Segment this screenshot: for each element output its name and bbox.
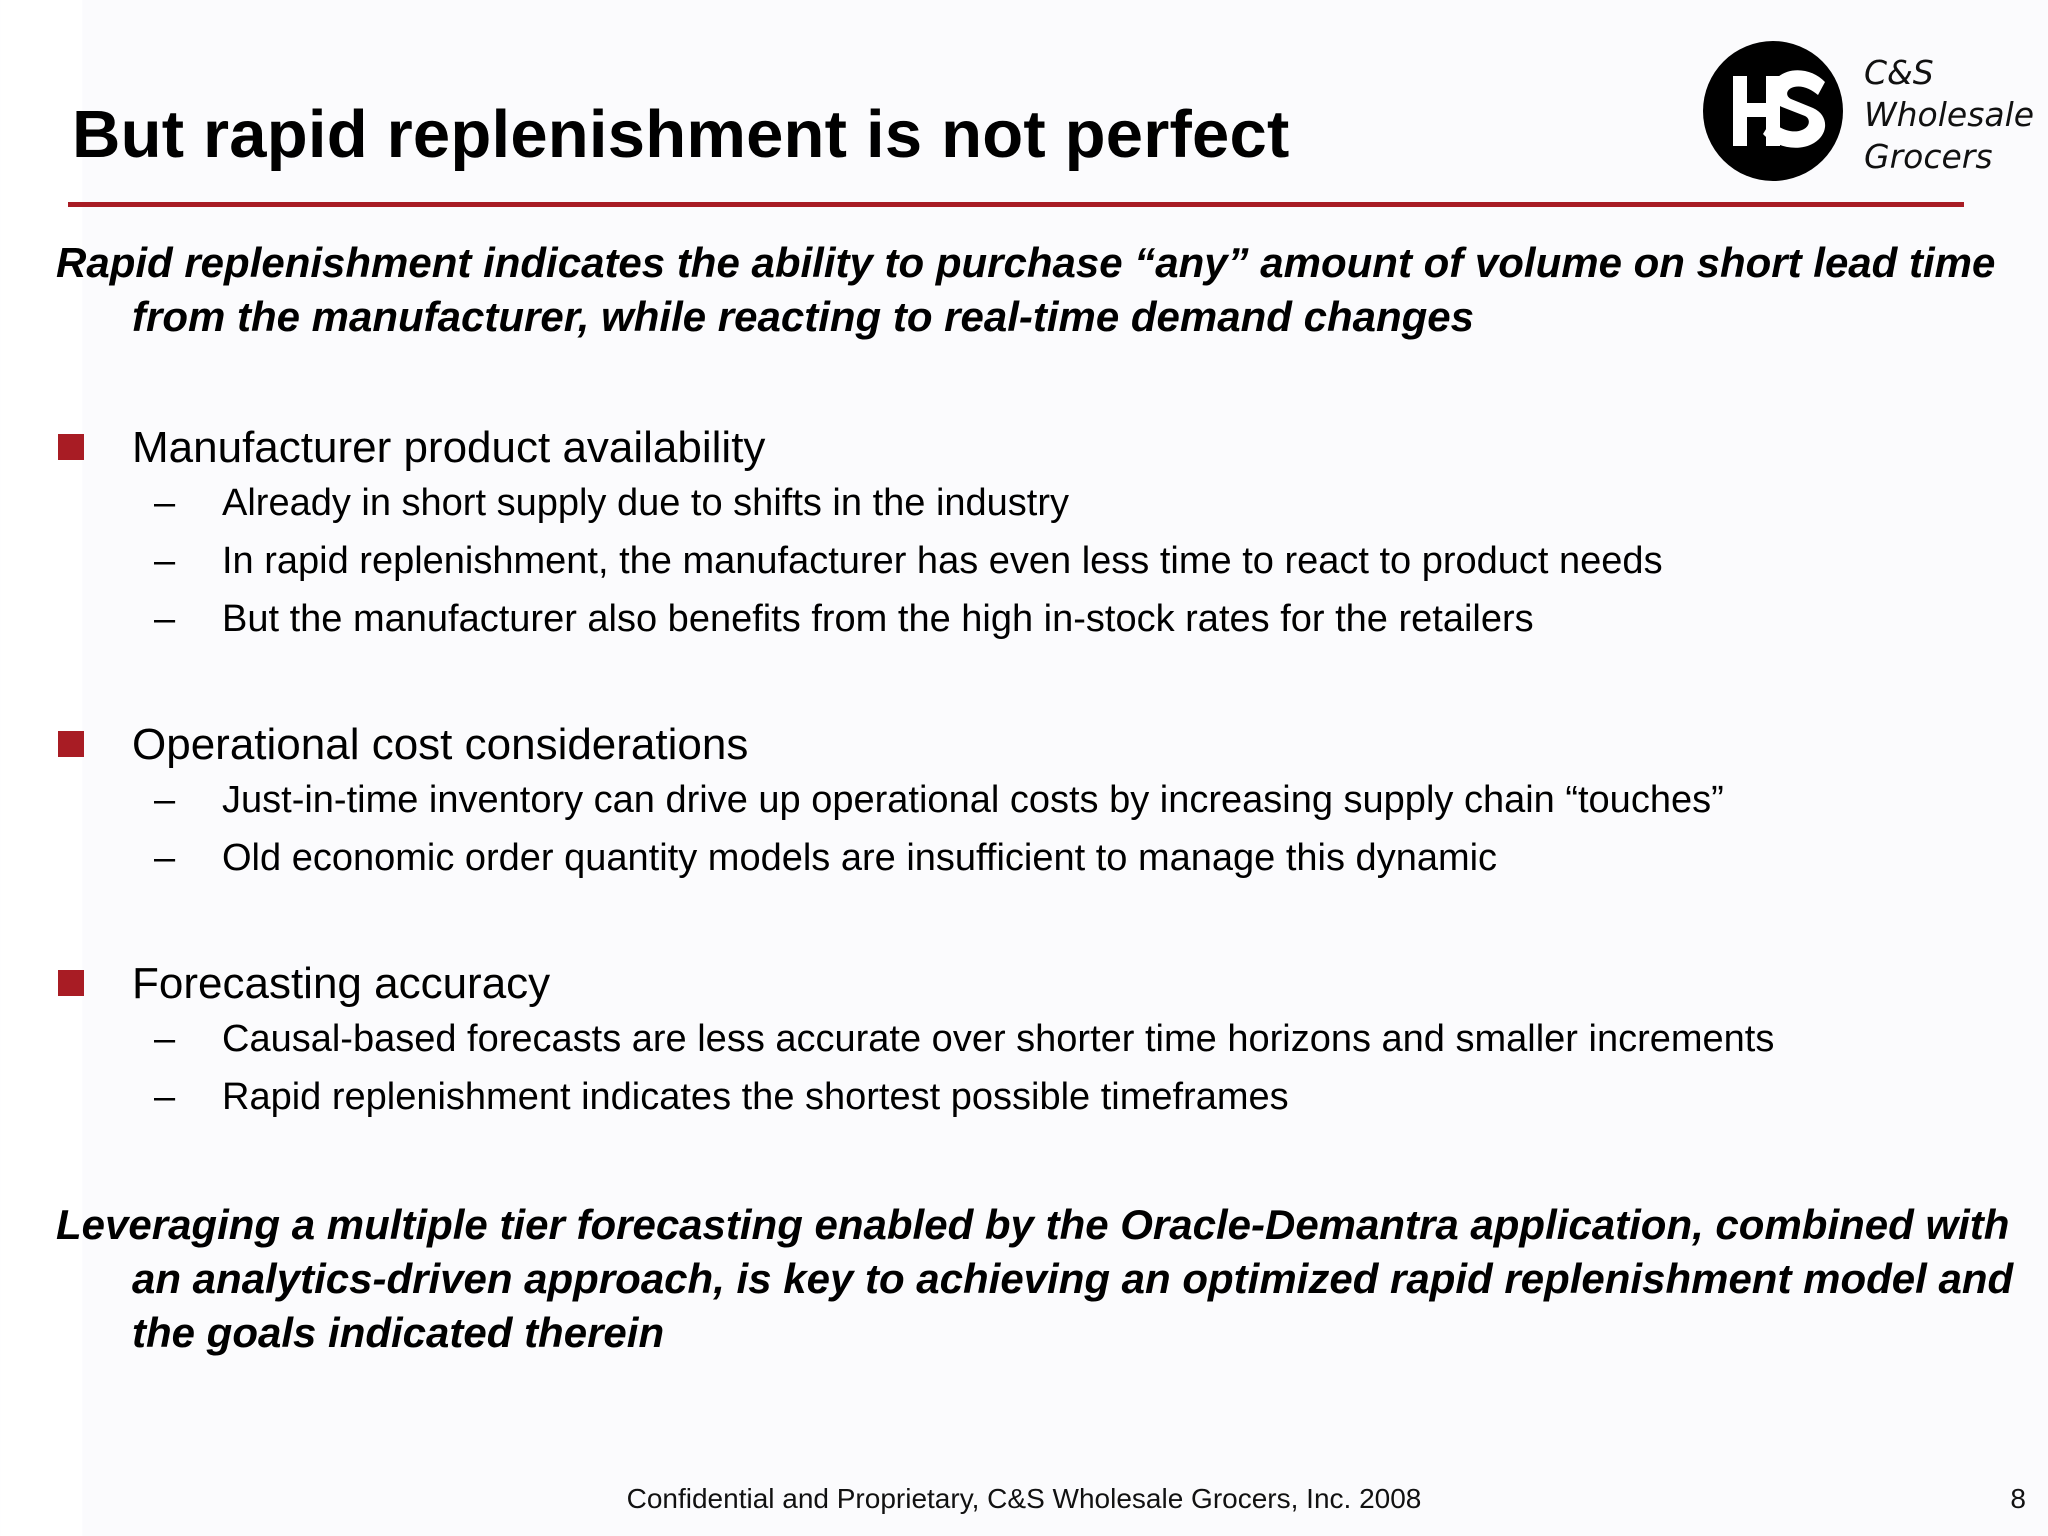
logo-line-3: Grocers [1864, 137, 1993, 176]
company-logo [1700, 38, 2040, 184]
list-item-text: Just-in-time inventory can drive up operational costs by increasing supply chain “touches” [222, 779, 1724, 821]
dash-bullet-icon: – [154, 1018, 176, 1060]
list-item-text: Causal-based forecasts are less accurate over shorter time horizons and smaller increments [222, 1018, 1775, 1060]
list-item [56, 1072, 1976, 1130]
dash-bullet-icon: – [154, 482, 176, 524]
list-item [56, 775, 1976, 833]
section-label: Operational cost considerations [132, 720, 749, 769]
intro-statement: Rapid replenishment indicates the ability to purchase “any” amount of volume on short lead time from the manufacturer, while reacting to real-time demand changes [56, 239, 1996, 340]
square-bullet-icon [58, 731, 84, 757]
closing-statement: Leveraging a multiple tier forecasting enabled by the Oracle-Demantra application, combined with an analytics-driven approach, is key to achieving an optimized rapid replenishment model and the goals indicated therein [56, 1201, 2014, 1356]
list-item [56, 833, 1976, 891]
section-heading [56, 420, 1976, 476]
list-item [56, 536, 1976, 594]
section-forecasting-accuracy [56, 956, 1976, 1130]
sub-bullet-list [56, 775, 1976, 891]
list-item [56, 594, 1976, 652]
slide-title: But rapid replenishment is not perfect [72, 97, 1290, 172]
list-item-text: Old economic order quantity models are insufficient to manage this dynamic [222, 837, 1498, 879]
list-item-text: Already in short supply due to shifts in the industry [222, 482, 1070, 524]
section-operational-cost-considerations [56, 717, 1976, 891]
list-item [56, 478, 1976, 536]
section-label: Manufacturer product availability [132, 423, 766, 472]
dash-bullet-icon: – [154, 1076, 176, 1118]
section-manufacturer-product-availability [56, 420, 1976, 652]
list-item-text: Rapid replenishment indicates the shortest possible timeframes [222, 1076, 1289, 1118]
dash-bullet-icon: – [154, 837, 176, 879]
logo-line-2: Wholesale [1864, 95, 2035, 134]
square-bullet-icon [58, 434, 84, 460]
square-bullet-icon [58, 970, 84, 996]
section-heading [56, 717, 1976, 773]
section-heading [56, 956, 1976, 1012]
section-label: Forecasting accuracy [132, 959, 551, 1008]
logo-line-1: C&S [1864, 53, 1934, 92]
footer-confidentiality-note: Confidential and Proprietary, C&S Wholesale Grocers, Inc. 2008 [626, 1483, 1422, 1514]
title-divider [68, 202, 1964, 207]
list-item-text: But the manufacturer also benefits from the high in-stock rates for the retailers [222, 598, 1534, 640]
cs-logo-icon [1700, 38, 1846, 184]
sub-bullet-list [56, 1014, 1976, 1130]
dash-bullet-icon: – [154, 779, 176, 821]
logo-wordmark [1864, 52, 2034, 178]
page-number: 8 [2010, 1483, 2026, 1514]
list-item-text: In rapid replenishment, the manufacturer has even less time to react to product needs [222, 540, 1663, 582]
dash-bullet-icon: – [154, 598, 176, 640]
sub-bullet-list [56, 478, 1976, 652]
dash-bullet-icon: – [154, 540, 176, 582]
list-item [56, 1014, 1976, 1072]
